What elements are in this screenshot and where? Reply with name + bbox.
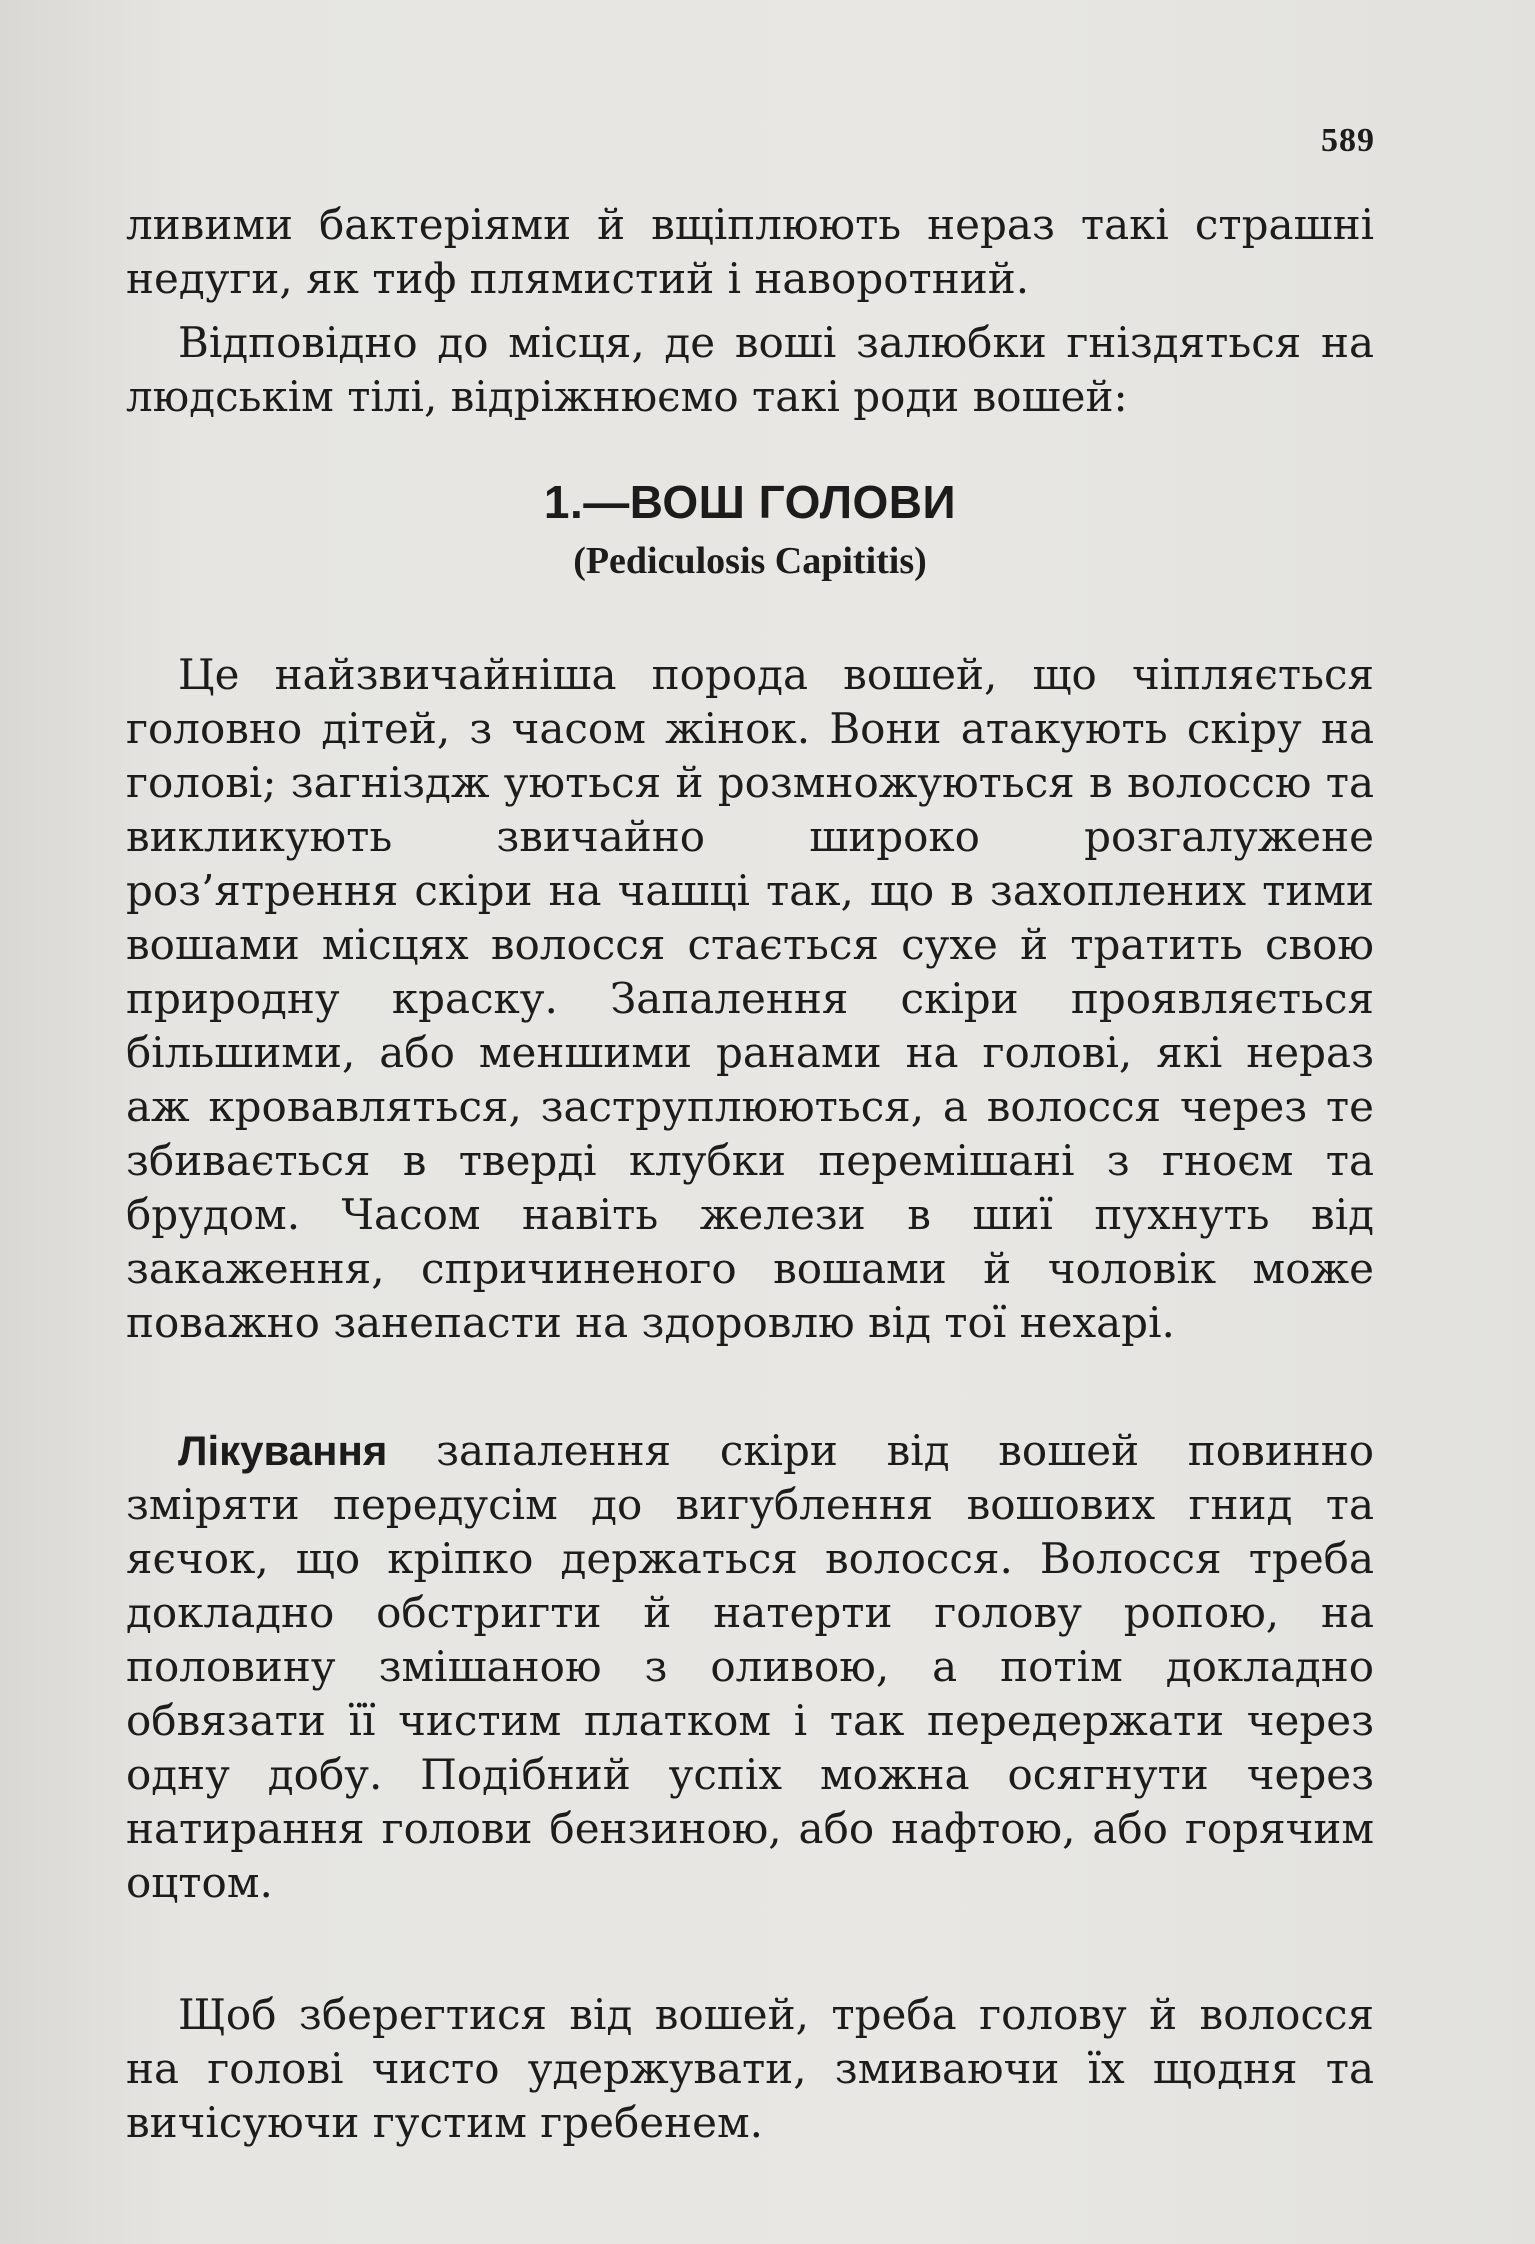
section-subtitle: (Pediculosis Capititis) [573,540,927,582]
intro-paragraph [126,316,1374,424]
prevention-text: Щоб зберегтися від вошей, треба голову й волосся на голові чисто удержувати, змиваючи їх щодня та вичісуючи густим гребенем. [126,1990,1374,2147]
treatment-text [126,1424,1374,1910]
description-text: Це найзвичайніша порода вошей, що чіпляється головно дітей, з часом жінок. Вони атакують скіру на голові; загніздж уються й розмножуються в волоссю та викликують звичайно широко розгалужене роз’ятрення скіри на чашці так, що в захоплених тими вошами місцях волосся стається сухе й тратить свою природну краску. Запалення скіри проявляється більшими, або меншими ранами на голові, які нераз аж кровавляться, заструплюються, а волосся через те збивається в тверді клубки перемішані з гноєм та брудом. Часом навіть желези в шиї пухнуть від закаження, спричиненого вошами й чоловік може поважно занепасти на здоровлю від тої нехарі. [126,650,1374,1347]
section-title: 1.—ВОШ ГОЛОВИ [543,476,957,528]
page-number: 589 [1321,122,1375,159]
continuation-text: ливими бактеріями й вщіплюють нераз такі страшні недуги, як тиф плямистий і наворотний. [126,200,1374,303]
description-paragraph [126,648,1374,1350]
intro-text: Відповідно до місця, де воші залюбки гніздяться на людськім тілі, відріжнюємо такі роди вошей: [126,318,1374,421]
prevention-paragraph [126,1988,1374,2150]
treatment-body: запалення скіри від вошей повинно зміряти передусім до вигублення вошових гнид та яєчок, що кріпко держаться волосся. Волосся треба докладно обстригти й натерти голову ропою, на половину змішаною з оливою, а потім докладно обвязати її чистим платком і так передержати через одну добу. Подібний успіх можна осягнути через натирання голови бензиною, або нафтою, або горячим оцтом. [126,1426,1374,1907]
treatment-lead-word: Лікування [178,1427,388,1474]
continuation-paragraph [126,198,1374,306]
treatment-paragraph [126,1424,1374,1910]
